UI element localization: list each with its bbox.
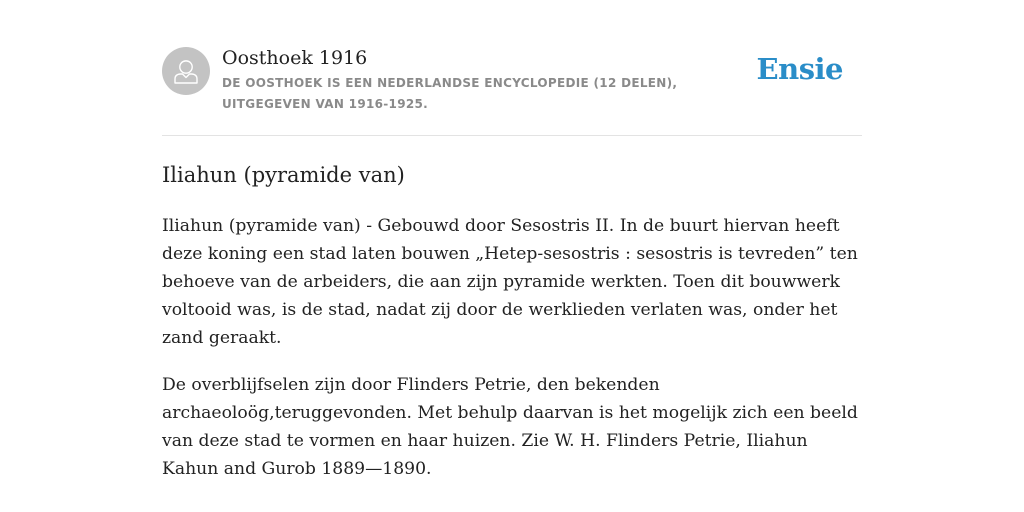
header-divider [162,135,862,136]
source-description: DE OOSTHOEK IS EEN NEDERLANDSE ENCYCLOPEDIE (12 DELEN), UITGEGEVEN VAN 1916-1925. [222,76,678,111]
source-title[interactable]: Oosthoek 1916 [222,47,368,69]
article-paragraph: De overblijfselen zijn door Flinders Petrie, den bekenden archaeoloög,teruggevonden. Met behulp daarvan is het mogelijk zich een beeld van deze stad te vormen en haar huizen. Zie W. H. Flinders Petrie, Iliahun Kahun and Gurob 1889—1890. [162,375,858,479]
source-avatar[interactable] [162,47,210,95]
article-body [162,212,862,502]
article-title: Iliahun (pyramide van) [162,163,405,187]
ensie-logo[interactable]: Ensie [756,52,843,86]
source-header [162,46,862,136]
article-paragraph: Iliahun (pyramide van) - Gebouwd door Sesostris II. In de buurt hiervan heeft deze koning een stad laten bouwen „Hetep-sesostris : sesostris is tevreden” ten behoeve van de arbeiders, die aan zijn pyramide werkten. Toen dit bouwwerk voltooid was, is de stad, nadat zij door de werklieden verlaten was, onder het zand geraakt. [162,216,858,348]
user-avatar-icon [162,47,210,95]
